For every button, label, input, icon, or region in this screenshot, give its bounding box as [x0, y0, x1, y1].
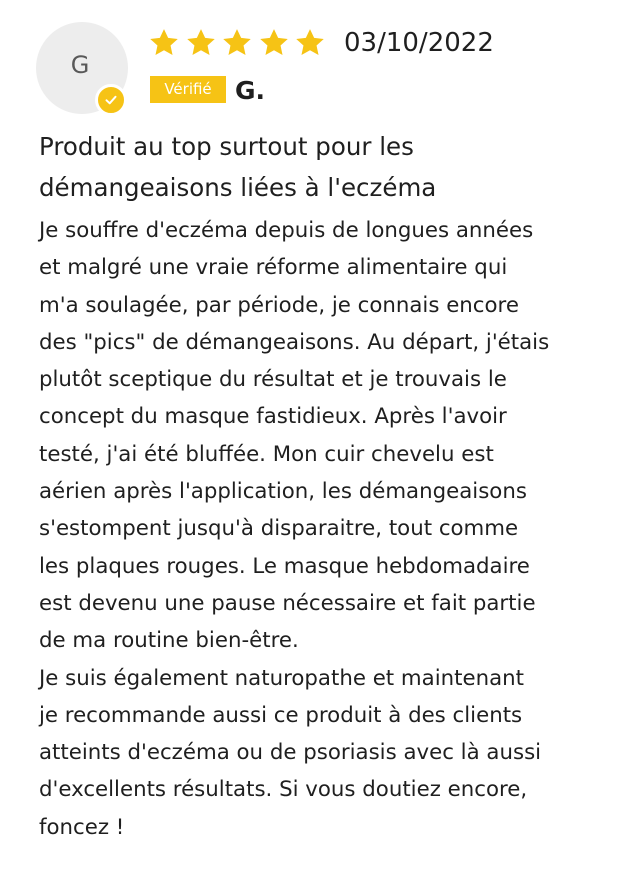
review-line: aérien après l'application, les démangeaisons: [39, 479, 527, 505]
review-line: est devenu une pause nécessaire et fait partie: [39, 590, 536, 616]
star-icon: [221, 27, 253, 59]
review-title: [39, 126, 609, 208]
review-line: m'a soulagée, par période, je connais encore: [39, 292, 519, 318]
check-icon: [103, 92, 119, 108]
review-line: d'excellents résultats. Si vous doutiez encore,: [39, 777, 528, 803]
review-line: Je souffre d'eczéma depuis de longues années: [39, 218, 534, 243]
star-icon: [258, 27, 290, 59]
review-date: 03/10/2022: [344, 28, 494, 58]
star-icon: [148, 27, 180, 59]
review-paragraph: [39, 660, 614, 846]
review-line: des "pics" de démangeaisons. Au départ, j'étais: [39, 329, 550, 355]
review-line: testé, j'ai été bluffée. Mon cuir chevelu est: [39, 441, 494, 467]
review-line: foncez !: [39, 814, 125, 840]
review-paragraph: [39, 212, 614, 660]
star-rating: [148, 27, 331, 59]
author-name: G.: [235, 76, 266, 105]
review-line: Je suis également naturopathe et maintenant: [39, 665, 524, 691]
review-line: atteints d'eczéma ou de psoriasis avec là aussi: [39, 740, 542, 766]
review-line: de ma routine bien-être.: [39, 628, 299, 654]
verified-badge: Vérifié: [150, 76, 226, 103]
review-line: concept du masque fastidieux. Après l'avoir: [39, 404, 507, 430]
review-line: s'estompent jusqu'à disparaitre, tout comme: [39, 516, 519, 542]
review-body: [39, 212, 614, 846]
star-icon: [294, 27, 326, 59]
review-line: les plaques rouges. Le masque hebdomadaire: [39, 553, 530, 579]
review-line: plutôt sceptique du résultat et je trouvais le: [39, 367, 507, 393]
review-title-line: démangeaisons liées à l'eczéma: [39, 173, 437, 202]
star-icon: [185, 27, 217, 59]
review-line: je recommande aussi ce produit à des clients: [39, 702, 523, 728]
verified-check-icon: [95, 84, 127, 116]
avatar-initial: G: [70, 51, 90, 79]
review-line: et malgré une vraie réforme alimentaire qui: [39, 255, 508, 281]
review-title-line: Produit au top surtout pour les: [39, 132, 414, 161]
